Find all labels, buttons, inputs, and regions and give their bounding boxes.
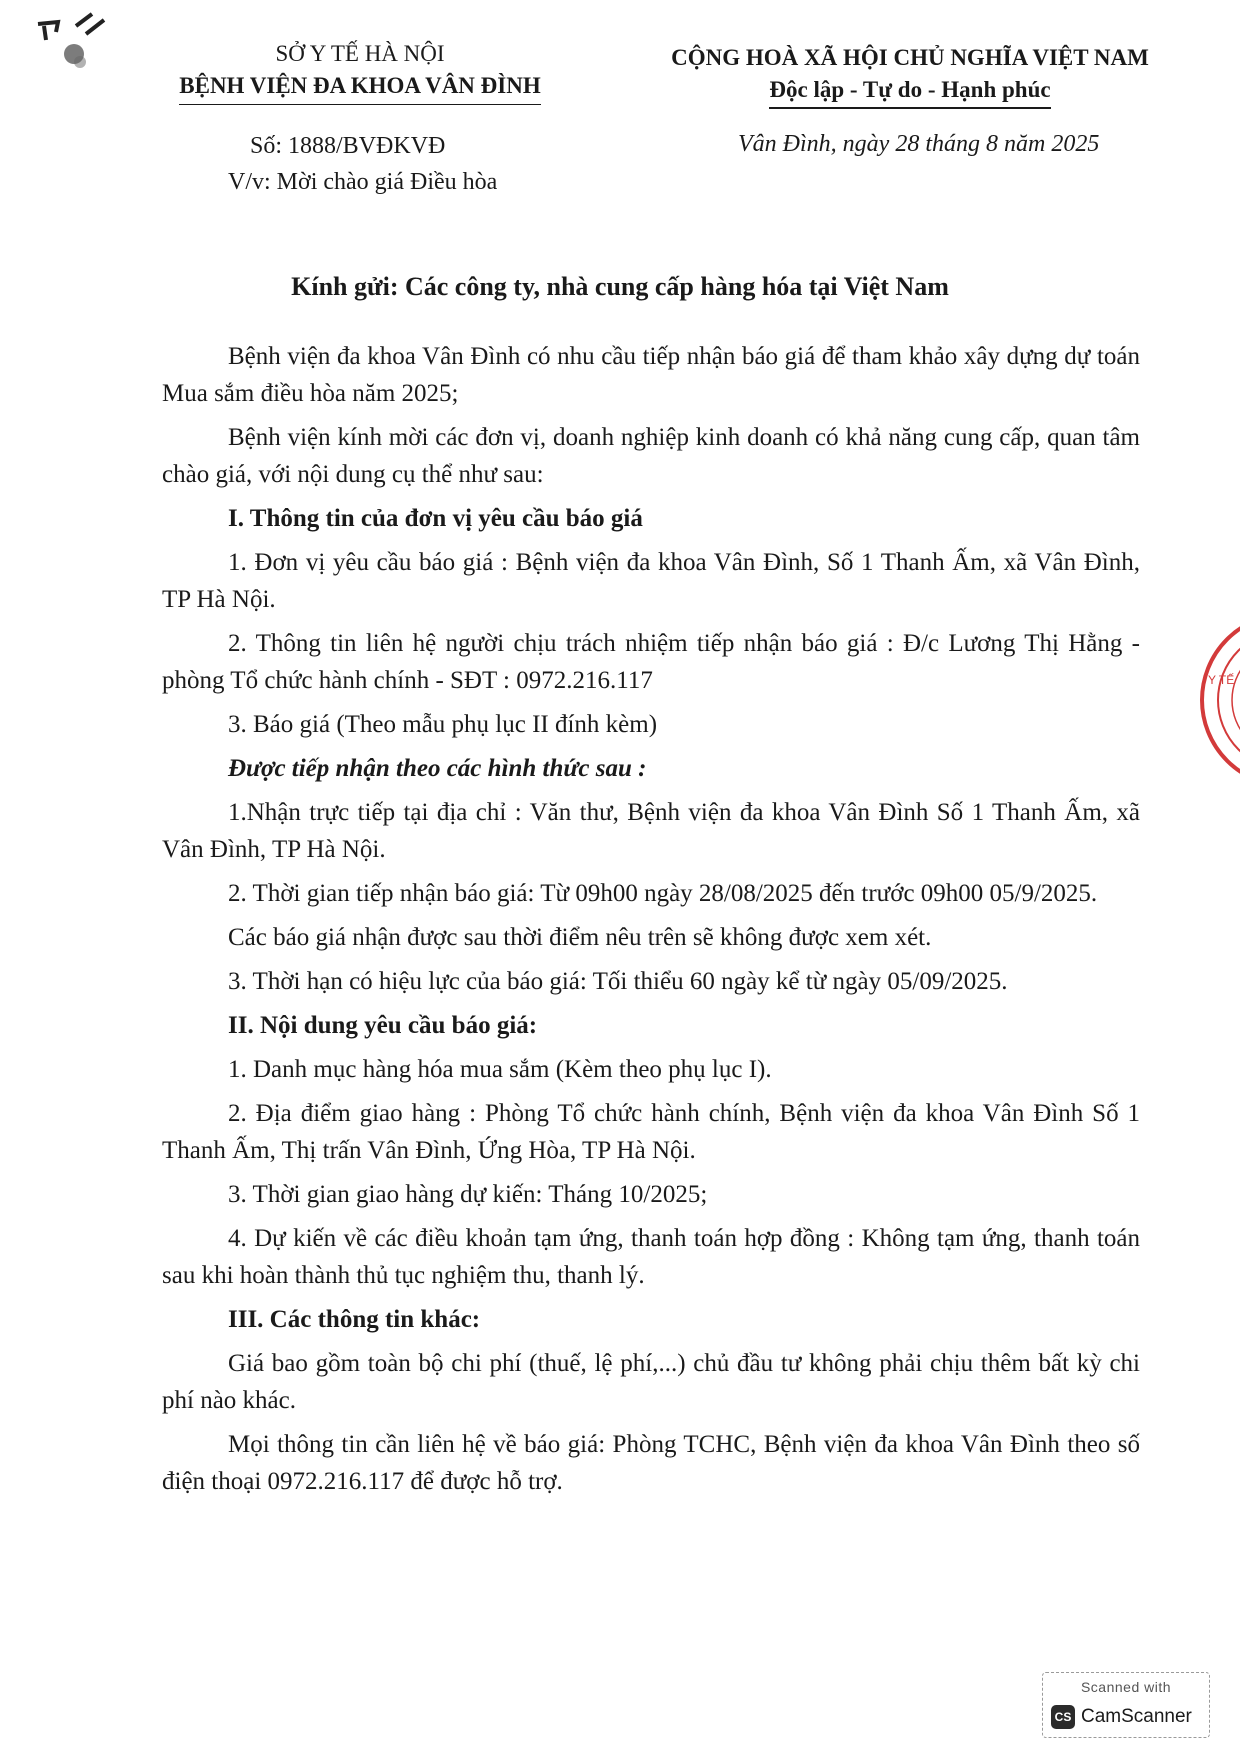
body-paragraph: 3. Thời gian giao hàng dự kiến: Tháng 10/2025; xyxy=(228,1181,708,1208)
document-number: Số: 1888/BVĐKVĐ xyxy=(250,133,446,159)
intro-paragraph: Bệnh viện đa khoa Vân Đình có nhu cầu tiếp nhận báo giá để tham khảo xây dựng dự toán Mua sắm điều hòa năm 2025; xyxy=(162,343,1140,407)
national-heading xyxy=(630,42,1190,109)
stamp-fragment: Y TẾ xyxy=(1208,673,1235,687)
country-name: CỘNG HOÀ XÃ HỘI CHỦ NGHĨA VIỆT NAM xyxy=(671,45,1149,70)
body-paragraph: Mọi thông tin cần liên hệ về báo giá: Phòng TCHC, Bệnh viện đa khoa Vân Đình theo số điện thoại 0972.216.117 để được hỗ trợ. xyxy=(162,1431,1140,1495)
body-paragraph: 1.Nhận trực tiếp tại địa chỉ : Văn thư, Bệnh viện đa khoa Vân Đình Số 1 Thanh Ấm, xã Vân Đình, TP Hà Nội. xyxy=(162,799,1140,863)
camscanner-badge xyxy=(1042,1672,1210,1738)
scan-corner-mark xyxy=(36,12,126,72)
camscanner-logo-icon: CS xyxy=(1051,1705,1075,1729)
subsection-heading: Được tiếp nhận theo các hình thức sau : xyxy=(228,755,647,782)
ministry-name: SỞ Y TẾ HÀ NỘI xyxy=(275,41,445,66)
section-heading: II. Nội dung yêu cầu báo giá: xyxy=(228,1012,538,1039)
section-heading: III. Các thông tin khác: xyxy=(228,1306,481,1333)
body-paragraph: 1. Danh mục hàng hóa mua sắm (Kèm theo phụ lục I). xyxy=(228,1056,772,1083)
body-paragraph: Giá bao gồm toàn bộ chi phí (thuế, lệ phí,...) chủ đầu tư không phải chịu thêm bất kỳ chi phí nào khác. xyxy=(162,1350,1140,1414)
body-paragraph: 3. Báo giá (Theo mẫu phụ lục II đính kèm) xyxy=(228,711,658,738)
document-date: Vân Đình, ngày 28 tháng 8 năm 2025 xyxy=(738,131,1100,157)
document-body xyxy=(162,338,1140,1507)
camscanner-name: CamScanner xyxy=(1081,1706,1192,1727)
body-paragraph: Các báo giá nhận được sau thời điểm nêu trên sẽ không được xem xét. xyxy=(228,924,932,951)
body-paragraph: 4. Dự kiến về các điều khoản tạm ứng, thanh toán hợp đồng : Không tạm ứng, thanh toán sau khi hoàn thành thủ tục nghiệm thu, thanh lý. xyxy=(162,1225,1140,1289)
section-heading: I. Thông tin của đơn vị yêu cầu báo giá xyxy=(228,505,643,532)
document-subject: V/v: Mời chào giá Điều hòa xyxy=(228,169,498,195)
hospital-name: BỆNH VIỆN ĐA KHOA VÂN ĐÌNH xyxy=(179,70,540,105)
red-seal-stamp xyxy=(1188,610,1240,790)
body-paragraph: 2. Địa điểm giao hàng : Phòng Tổ chức hành chính, Bệnh viện đa khoa Vân Đình Số 1 Thanh Ấm, Thị trấn Vân Đình, Ứng Hòa, TP Hà Nội. xyxy=(162,1100,1140,1164)
body-paragraph: 2. Thông tin liên hệ người chịu trách nhiệm tiếp nhận báo giá : Đ/c Lương Thị Hằng - phòng Tổ chức hành chính - SĐT : 0972.216.117 xyxy=(162,630,1140,694)
body-paragraph: 2. Thời gian tiếp nhận báo giá: Từ 09h00 ngày 28/08/2025 đến trước 09h00 05/9/2025. xyxy=(228,880,1098,907)
issuer-block xyxy=(150,38,570,105)
body-paragraph: 1. Đơn vị yêu cầu báo giá : Bệnh viện đa khoa Vân Đình, Số 1 Thanh Ấm, xã Vân Đình, TP Hà Nội. xyxy=(162,549,1140,613)
body-paragraph: 3. Thời hạn có hiệu lực của báo giá: Tối thiểu 60 ngày kể từ ngày 05/09/2025. xyxy=(228,968,1008,995)
national-motto: Độc lập - Tự do - Hạnh phúc xyxy=(769,74,1050,109)
scanned-with-label: Scanned with xyxy=(1080,1679,1172,1695)
invitation-paragraph: Bệnh viện kính mời các đơn vị, doanh nghiệp kinh doanh có khả năng cung cấp, quan tâm chào giá, với nội dung cụ thể như sau: xyxy=(162,424,1140,488)
salutation: Kính gửi: Các công ty, nhà cung cấp hàng hóa tại Việt Nam xyxy=(291,272,949,301)
